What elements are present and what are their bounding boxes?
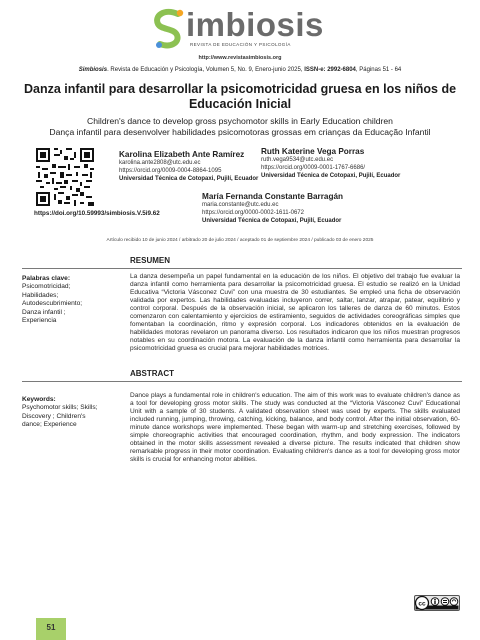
author-block	[202, 192, 343, 225]
title-portuguese: Dança infantil para desenvolver habilidades psicomotoras grossas em crianças da Educação Infantil	[49, 127, 431, 137]
resumen-body: La danza desempeña un papel fundamental en la educación de los niños. El objetivo del trabajo fue evaluar la danza infantil como herramienta para desarrollar la psicomotricidad gruesa. El estudio se realizó en la Unidad Educativa “Victoria Vásconez Cuvi” con una muestra de 30 estudiantes. Se empleó una ficha de observación validada por expertos. Las habilidades evaluadas incluyeron correr, saltar, lanzar, atrapar, patear, equilibrio y control corporal. Después de la observación inicial, se aplicaron los talleres de danza de 60 minutos. Estos comenzaron con calentamiento y ejercicios de estiramiento, seguidos de actividades coreográficas simples que fomentaban la coordinación, ritmo y expresión corporal. Los indicadores obtenidos en la evaluación de habilidades motoras revelaron un panorama diverso. Los resultados indicaron que los niños muestran progresos notables en su coordinación motora. La evaluación de la danza infantil como herramienta para desarrollar la psicomotricidad gruesa es crucial para mejorar habilidades motrices.	[130, 273, 460, 353]
logo-subtitle: REVISTA DE EDUCACIÓN Y PSICOLOGÍA	[190, 42, 291, 47]
keyword-item: Autodescubrimiento;	[22, 300, 83, 308]
keywords-label: Palabras clave:	[22, 275, 71, 282]
title-spanish: Danza infantil para desarrollar la psicomotricidad gruesa en los niños de Educación Inicial	[23, 82, 457, 111]
cc-badge-text: cc	[418, 600, 426, 608]
author-name: Ruth Katerine Vega Porras	[261, 147, 365, 156]
author-email[interactable]: ruth.vega9534@utc.edu.ec	[261, 157, 334, 163]
author-affiliation: Universidad Técnica de Cotopaxi, Pujilí, Ecuador	[202, 218, 342, 224]
author-orcid[interactable]: https://orcid.org/0009-0001-1767-6686/	[261, 165, 366, 171]
simbiosis-logo-icon	[150, 6, 190, 50]
author-block	[261, 147, 400, 180]
journal-issn: ISSN-e: 2992-6804	[304, 67, 356, 73]
keywords-label: Keywords:	[22, 396, 56, 403]
author-orcid[interactable]: https://orcid.org/0000-0002-1611-0672	[202, 210, 304, 216]
author-email[interactable]: maria.constante@utc.edu.ec	[202, 202, 279, 208]
journal-pages: , Páginas 51 - 64	[355, 67, 402, 73]
keyword-item: Habilidades;	[22, 291, 59, 299]
keywords-english	[22, 396, 114, 430]
page-number: 51	[46, 623, 56, 632]
abstract-body: Dance plays a fundamental role in children's education. The aim of this work was to evaluate children's dance as a tool for developing gross motor skills. The study was conducted at the “Victoria Vásconez Cuvi” Educational Unit with a sample of 30 students. A validated observation sheet was used by experts. The skills evaluated included running, jumping, throwing, catching, kicking, balance, and body control. After the initial observation, 60-minute dance workshops were implemented. These began with warm-up and stretching exercises, followed by simple choreographic activities that encouraged coordination, rhythm, and body expression. The indicators obtained in the motor skills assessment revealed a diverse picture. The results indicated that children show remarkable progress in their motor coordination. Evaluating children's dance as a tool for developing gross motor skills is crucial for enhancing motor abilities.	[130, 392, 460, 464]
site-url-link[interactable]: http://www.revistasimbiosis.org	[198, 55, 282, 61]
keyword-item: Discovery ; Children's	[22, 412, 86, 420]
keyword-item: Psicomotricidad;	[22, 283, 71, 291]
author-affiliation: Universidad Técnica de Cotopaxi, Pujilí, Ecuador	[119, 176, 259, 182]
keyword-item: Psychomotor skills; Skills;	[22, 404, 98, 412]
title-english: Children's dance to develop gross psychomotor skills in Early Education children	[87, 116, 393, 126]
author-email[interactable]: karolina.ante2808@utc.edu.ec	[119, 160, 201, 166]
section-divider	[22, 268, 462, 269]
keyword-item: Danza infantil ;	[22, 308, 66, 316]
article-dates: Artículo recibido 10 de junio 2024 / arbitrado 20 de julio 2024 / aceptado 01 de septiembre 2024 / publicado 03 de enero 2025	[106, 238, 374, 243]
qr-code-icon[interactable]	[36, 148, 94, 206]
journal-name: Simbiosis	[78, 67, 108, 73]
journal-citation-line	[0, 67, 480, 73]
resumen-heading: RESUMEN	[130, 256, 171, 265]
cc-license-icon[interactable]	[414, 595, 460, 611]
author-name: Karolina Elizabeth Ante Ramírez	[119, 150, 245, 159]
author-block	[119, 150, 258, 183]
abstract-heading: ABSTRACT	[130, 369, 174, 378]
journal-description: . Revista de Educación y Psicología, Volumen 5, No. 9, Enero-junio 2025,	[107, 67, 305, 73]
keyword-item: Experiencia	[22, 317, 57, 325]
logo-word: imbiosis	[186, 6, 324, 43]
section-divider	[22, 381, 462, 382]
author-name: María Fernanda Constante Barragán	[202, 192, 344, 201]
keywords-spanish	[22, 275, 114, 325]
keyword-item: dance; Experience	[22, 421, 77, 429]
author-orcid[interactable]: https://orcid.org/0009-0004-8864-1095	[119, 168, 222, 174]
author-affiliation: Universidad Técnica de Cotopaxi, Pujilí, Ecuador	[261, 173, 401, 179]
doi-link[interactable]: https://doi.org/10.59993/simbiosis.V.5i9.62	[34, 210, 160, 217]
journal-logo	[150, 6, 330, 54]
